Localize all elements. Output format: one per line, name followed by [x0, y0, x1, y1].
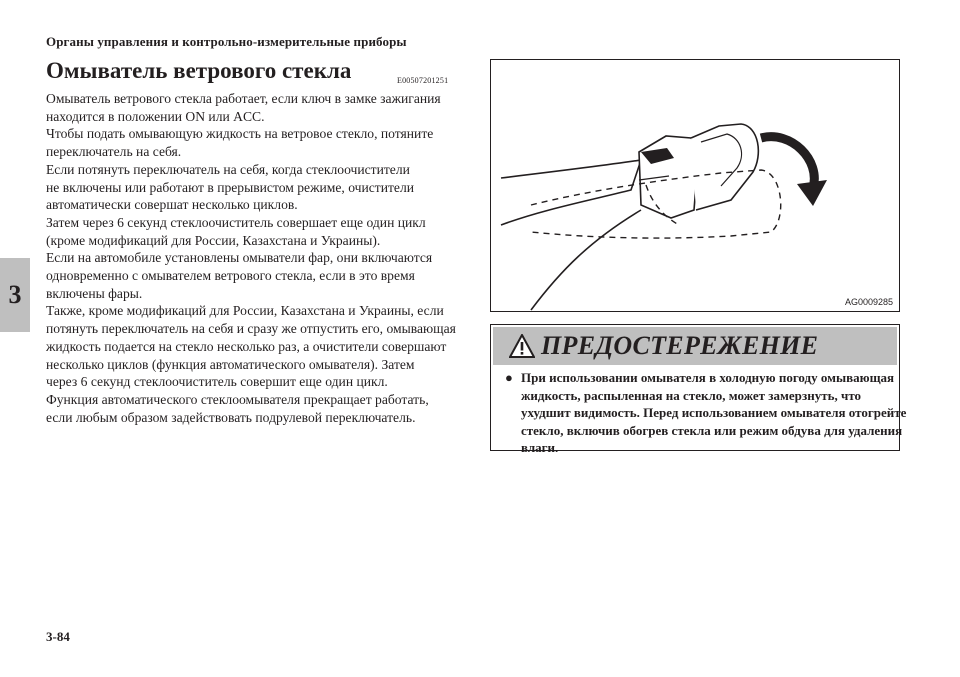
section-code: E00507201251	[397, 76, 449, 85]
warning-box	[490, 324, 907, 456]
body-line: потянуть переключатель на себя и сразу же отпустить его, омывающая	[46, 321, 456, 337]
body-line: Если на автомобиле установлены омыватели фар, они включаются	[46, 250, 433, 266]
chapter-tab	[0, 258, 30, 332]
bullet-icon: ●	[505, 370, 513, 385]
running-header: Органы управления и контрольно-измерительные приборы	[46, 34, 407, 49]
body-line: не включены или работают в прерывистом режиме, очистители	[46, 179, 415, 195]
warning-triangle-icon	[509, 334, 535, 358]
warning-line: влаги.	[521, 440, 559, 456]
body-line: Также, кроме модификаций для России, Казахстана и Украины, если	[46, 303, 444, 319]
warning-line: При использовании омывателя в холодную погоду омывающая	[521, 370, 895, 385]
chapter-number: 3	[8, 280, 22, 309]
body-line: Функция автоматического стеклоомывателя прекращает работать,	[46, 391, 429, 407]
body-line: Если потянуть переключатель на себя, когда стеклоочистители	[46, 161, 410, 177]
body-line: включены фары.	[46, 285, 143, 301]
wiper-lever-illustration	[491, 60, 899, 311]
section-body	[46, 90, 466, 426]
body-line: несколько циклов (функция автоматического омывателя). Затем	[46, 356, 415, 372]
warning-line: стекло, включив обогрев стекла или режим обдува для удаления	[521, 422, 903, 438]
figure-code: AG0009285	[844, 297, 893, 307]
wiper-lever-figure	[490, 59, 900, 312]
body-line: (кроме модификаций для России, Казахстана и Украины).	[46, 232, 381, 248]
body-line: через 6 секунд стеклоочиститель совершит еще один цикл.	[46, 374, 388, 390]
warning-header	[493, 327, 897, 365]
body-line: переключатель на себя.	[46, 144, 182, 160]
page-number: 3-84	[46, 629, 70, 644]
body-line: Чтобы подать омывающую жидкость на ветровое стекло, потяните	[46, 126, 434, 142]
warning-line: жидкость, распыленная на стекло, может замерзнуть, что	[521, 387, 862, 403]
body-line: если любым образом задействовать подрулевой переключатель.	[46, 409, 416, 425]
warning-title: ПРЕДОСТЕРЕЖЕНИЕ	[541, 331, 819, 360]
warning-line: ухудшит видимость. Перед использованием омывателя отогрейте	[521, 405, 907, 421]
body-line: находится в положении ON или ACC.	[46, 108, 265, 124]
section-title: Омыватель ветрового стекла	[46, 58, 352, 83]
body-line: Затем через 6 секунд стеклоочиститель совершает еще один цикл	[46, 214, 426, 230]
body-line: одновременно с омывателем ветрового стекла, если в это время	[46, 268, 415, 284]
body-line: автоматически совершат несколько циклов.	[46, 197, 298, 213]
body-line: жидкость подается на стекло несколько раз, а очистители совершают	[46, 338, 447, 354]
body-line: Омыватель ветрового стекла работает, если ключ в замке зажигания	[46, 91, 441, 106]
